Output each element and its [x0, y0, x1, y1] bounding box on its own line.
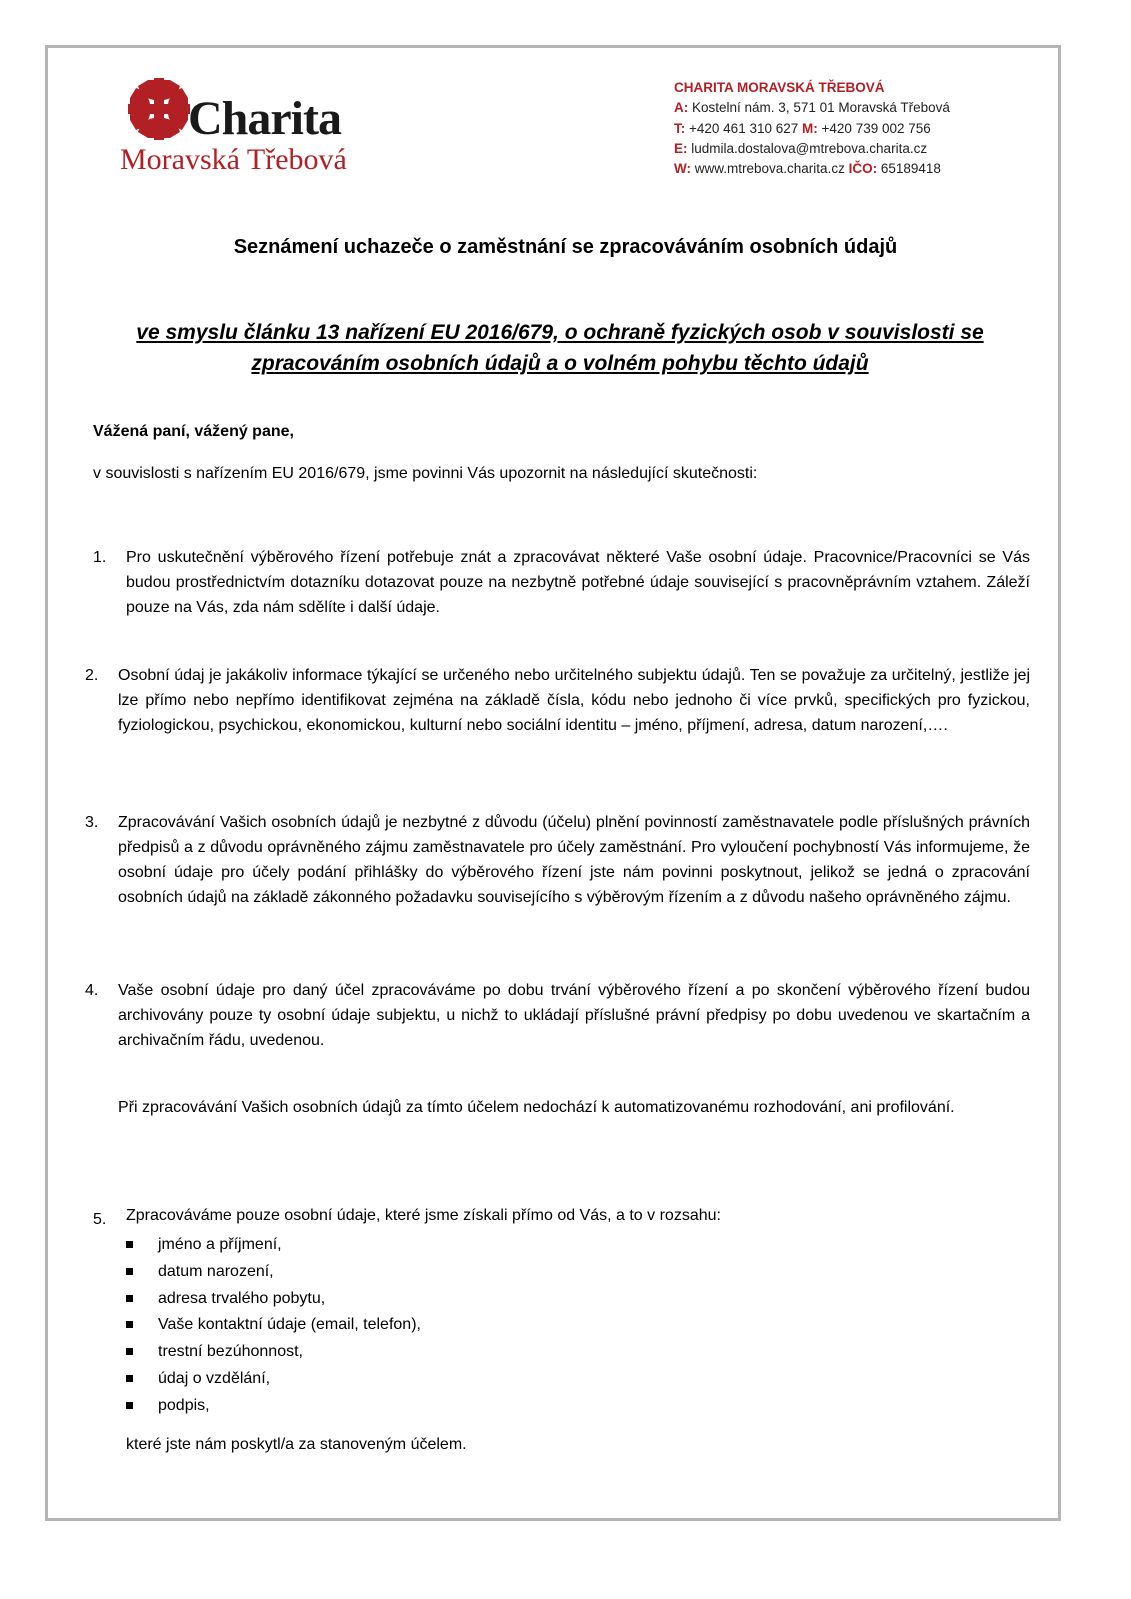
email-line: E: ludmila.dostalova@mtrebova.charita.cz — [674, 140, 928, 156]
list-item: Pro uskutečnění výběrového řízení potřebuje znát a zpracovávat některé Vaše osobní údaje. Pracovnice/Pracovníci se Vás budou prostřednictvím dotazníku dotazovat pouze na nezbytně potřebné údaje související s pracovněprávním vztahem. Záleží pouze na Vás, zda nám sdělíte i další údaje. — [126, 549, 1030, 616]
charita-logo — [120, 75, 360, 185]
bullet-square-icon — [126, 1348, 133, 1355]
web-link[interactable]: www.mtrebova.charita.cz — [694, 161, 845, 177]
bullet-item: datum narození, — [126, 1259, 421, 1286]
phone-line: T: +420 461 310 627 M: +420 739 002 756 — [674, 120, 931, 136]
list-item: Osobní údaj je jakákoliv informace týkající se určeného nebo určitelného subjektu údajů. Ten se považuje za určitelný, jestliže jej lze přímo nebo nepřímo identifikovat zejména na základě čísla, kódu nebo jednoho či více prvků, specifických pro fyzickou, fyziologickou, psychickou, ekonomickou, kulturní nebo sociální identitu – jméno, příjmení, adresa, datum narození,…. — [118, 667, 1030, 734]
logo-wordmark: Charita — [188, 92, 341, 145]
outro-text: které jste nám poskytl/a za stanoveným účelem. — [126, 1436, 467, 1453]
bullet-item: jméno a příjmení, — [126, 1232, 421, 1259]
bullet-item: podpis, — [126, 1393, 421, 1420]
data-scope-list — [126, 1232, 421, 1420]
item-number: 4. — [85, 982, 99, 999]
item5-intro: Zpracováváme pouze osobní údaje, které jsme získali přímo od Vás, a to v rozsahu: — [126, 1207, 721, 1224]
address-line: A: Kostelní nám. 3, 571 01 Moravská Třebová — [674, 100, 950, 116]
bullet-item: Vaše kontaktní údaje (email, telefon), — [126, 1312, 421, 1339]
address: Kostelní nám. 3, 571 01 Moravská Třebová — [692, 100, 950, 116]
bullet-item: trestní bezúhonnost, — [126, 1339, 421, 1366]
org-name: CHARITA MORAVSKÁ TŘEBOVÁ — [674, 80, 885, 95]
greeting: Vážená paní, vážený pane, — [93, 423, 294, 440]
bullet-square-icon — [126, 1241, 133, 1248]
mobile: +420 739 002 756 — [821, 120, 931, 136]
list-item: Vaše osobní údaje pro daný účel zpracováváme po dobu trvání výběrového řízení a po skončení výběrového řízení budou archivovány pouze ty osobní údaje subjektu, u nichž to ukládají příslušné právní předpisy po dobu uvedenou ve skartačním a archivačním řádu, uvedenou. — [118, 982, 1030, 1049]
phone: +420 461 310 627 — [689, 120, 799, 136]
document-title: Seznámení uchazeče o zaměstnání se zpracováváním osobních údajů — [233, 236, 898, 258]
item-number: 5. — [93, 1211, 107, 1228]
bullet-square-icon — [126, 1295, 133, 1302]
ico: 65189418 — [880, 161, 941, 177]
bullet-square-icon — [126, 1375, 133, 1382]
bullet-square-icon — [126, 1268, 133, 1275]
intro-text: v souvislosti s nařízením EU 2016/679, jsme povinni Vás upozornit na následující skutečnosti: — [93, 465, 758, 482]
item-number: 2. — [85, 667, 99, 684]
item-number: 3. — [85, 814, 99, 831]
email-link[interactable]: ludmila.dostalova@mtrebova.charita.cz — [691, 140, 928, 156]
bullet-square-icon — [126, 1402, 133, 1409]
contact-block — [674, 78, 950, 179]
bullet-item: údaj o vzdělání, — [126, 1366, 421, 1393]
charita-cross-icon — [128, 78, 190, 140]
web-line: W: www.mtrebova.charita.cz IČO: 65189418 — [674, 161, 941, 177]
bullet-item: adresa trvalého pobytu, — [126, 1286, 421, 1313]
item-number: 1. — [93, 549, 107, 566]
logo-subtitle: Moravská Třebová — [120, 143, 347, 176]
automation-note: Při zpracovávání Vašich osobních údajů za tímto účelem nedochází k automatizovanému rozhodování, ani profilování. — [118, 1099, 955, 1116]
document-subtitle: ve smyslu článku 13 nařízení EU 2016/679, o ochraně fyzických osob v souvislosti se zpracováním osobních údajů a o volném pohybu těchto údajů — [136, 321, 984, 375]
list-item: Zpracovávání Vašich osobních údajů je nezbytné z důvodu (účelu) plnění povinností zaměstnavatele podle příslušných právních předpisů a z důvodu oprávněného zájmu zaměstnavatele pro účely zaměstnání. Pro vyloučení pochybností Vás informujeme, že osobní údaje pro účely podání přihlášky do výběrového řízení jste nám povinni poskytnout, jelikož se jedná o zpracování osobních údajů na základě zákonného požadavku souvisejícího s výběrovým řízením a z důvodu našeho oprávněného zájmu. — [118, 814, 1030, 906]
bullet-square-icon — [126, 1321, 133, 1328]
